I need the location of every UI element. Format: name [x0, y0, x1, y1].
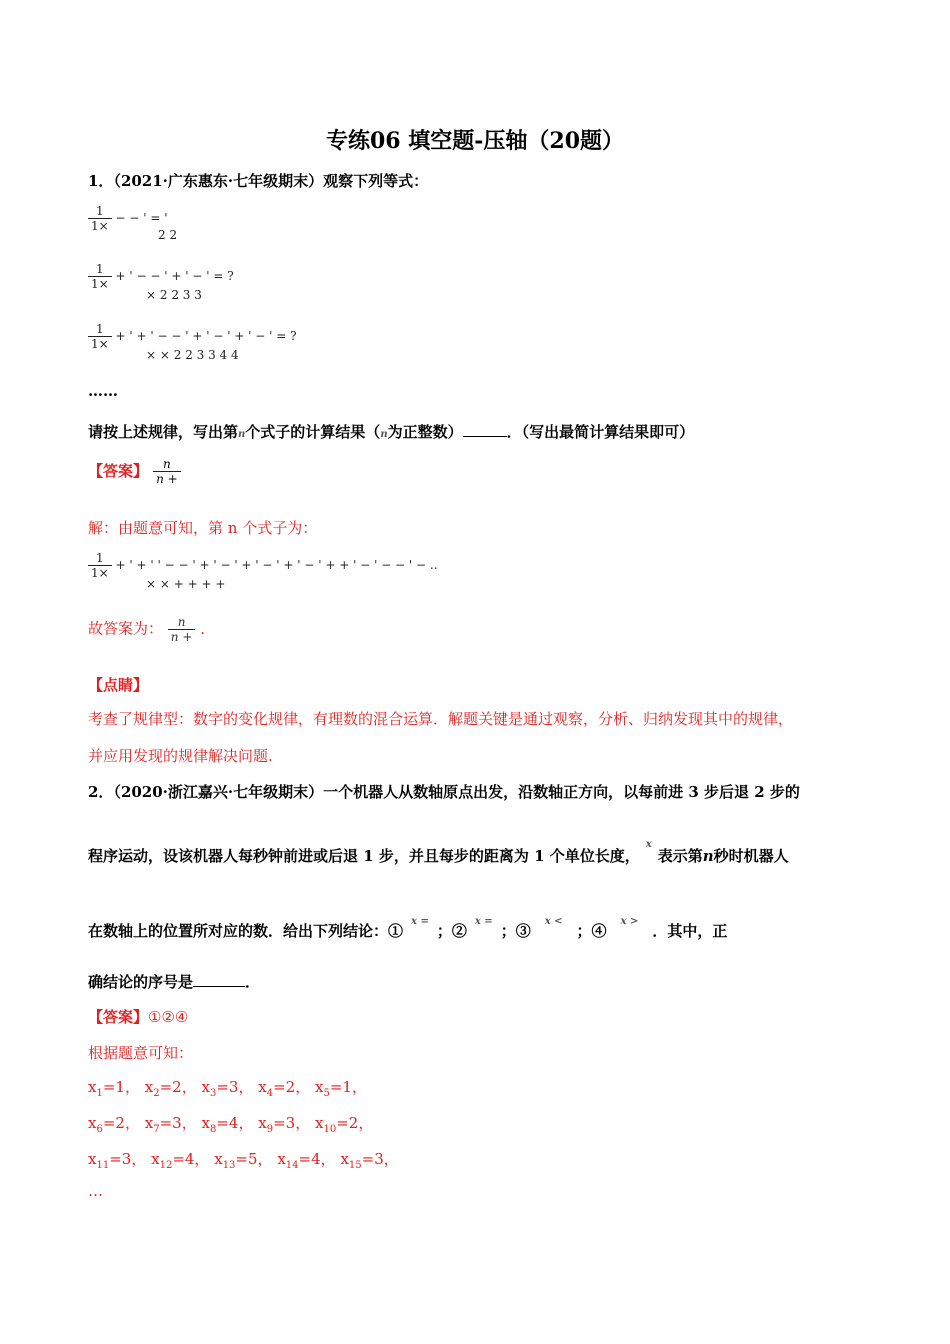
ellipsis: … [88, 1182, 103, 1200]
solution-denominators: × × + + + + [146, 577, 226, 591]
fraction: $\frac{1}{1\times}$ [88, 322, 112, 351]
question-2-line-4: 确结论的序号是 ． [88, 973, 261, 991]
equation-line-2 [88, 262, 234, 291]
point-tag: 【点睛】 [88, 676, 149, 694]
fraction: $\frac{1}{1\times}$ [88, 204, 112, 233]
point-line-2: 并应用发现的规律解决问题. [88, 747, 273, 765]
final-fraction: $\frac{n}{n +}$ [168, 615, 196, 644]
answer-blank[interactable] [193, 986, 245, 987]
equation-denominators: × 2 2 3 3 [146, 288, 202, 302]
answer-value: ①②④ [148, 1008, 189, 1026]
conclusion-3: x < [544, 916, 563, 927]
math-var: x [645, 839, 652, 850]
question-number: 1． [88, 172, 114, 190]
answer-2 [88, 1006, 188, 1027]
sequence-row-2: $x_6=2$， $x_7=3$， $x_8=4$， $x_9=3$， $x_{10}=2$， [88, 1114, 374, 1135]
equation-rest: + ' + ' ' − − ' + ' − ' + ' − ' + ' − ' + + ' − ' − − ' − .. [115, 558, 438, 572]
equation-line-1 [88, 204, 168, 233]
conclusion-4: x > [620, 916, 639, 927]
equation-denominators: 2 2 [158, 228, 178, 242]
question-1-header [88, 170, 428, 191]
equation-rest: − − ' = ' [115, 211, 168, 225]
solution-equation [88, 551, 438, 580]
question-stem: 观察下列等式： [323, 172, 429, 190]
question-source: （2020·浙江嘉兴·七年级期末） [113, 783, 324, 801]
conclusion-2: x = [474, 916, 493, 927]
ellipsis: …… [88, 382, 118, 400]
page-title: 专练06 填空题-压轴（20题） [325, 128, 625, 154]
fraction: $\frac{1}{1\times}$ [88, 262, 112, 291]
answer-tag: 【答案】 [88, 1008, 149, 1026]
equation-rest: + ' + ' − − ' + ' − ' + ' − ' = ? [115, 329, 297, 343]
equation-line-3 [88, 322, 297, 351]
solution-intro: 根据题意可知： [88, 1044, 194, 1062]
question-2-header [88, 781, 800, 802]
solution-intro: 解：由题意可知，第 n 个式子为： [88, 519, 318, 537]
answer-tag: 【答案】 [88, 462, 149, 480]
equation-rest: + ' − − ' + ' − ' = ? [115, 269, 234, 283]
question-2-line-3: 在数轴上的位置所对应的数．给出下列结论：①$^{x =}$；②$^{x =}$；③$^{x <}$；④$^{x >}$．其中，正 [88, 916, 728, 940]
sequence-row-1: $x_1=1$， $x_2=2$， $x_3=3$， $x_4=2$， $x_5=1$， [88, 1078, 367, 1099]
conclusion-1: x = [411, 916, 429, 927]
equation-denominators: × × 2 2 3 3 4 4 [146, 348, 239, 362]
final-answer: 故答案为： $\frac{n}{n +}$ ． [88, 615, 216, 644]
question-prompt: 请按上述规律，写出第n个式子的计算结果（n为正整数） ．（写出最简计算结果即可） [88, 423, 695, 441]
answer-fraction: $\frac{n}{n +}$ [153, 457, 181, 486]
point-line-1: 考查了规律型：数字的变化规律，有理数的混合运算．解题关键是通过观察，分析、归纳发现其中的规律， [88, 710, 794, 728]
answer-1 [88, 457, 181, 486]
fraction: $\frac{1}{1\times}$ [88, 551, 112, 580]
answer-blank[interactable] [463, 436, 507, 437]
sequence-row-3: $x_{11}=3$， $x_{12}=4$， $x_{13}=5$， $x_{14}=4$， $x_{15}=3$， [88, 1150, 399, 1171]
question-source: （2021·广东惠东·七年级期末） [113, 172, 324, 190]
question-number: 2． [88, 783, 114, 801]
question-2-line-2: 程序运动，设该机器人每秒钟前进或后退 1 步，并且每步的距离为 1 个单位长度，$^x$表示第n秒时机器人 [88, 839, 789, 865]
question-text: 一个机器人从数轴原点出发，沿数轴正方向，以每前进 3 步后退 2 步的 [323, 783, 800, 801]
